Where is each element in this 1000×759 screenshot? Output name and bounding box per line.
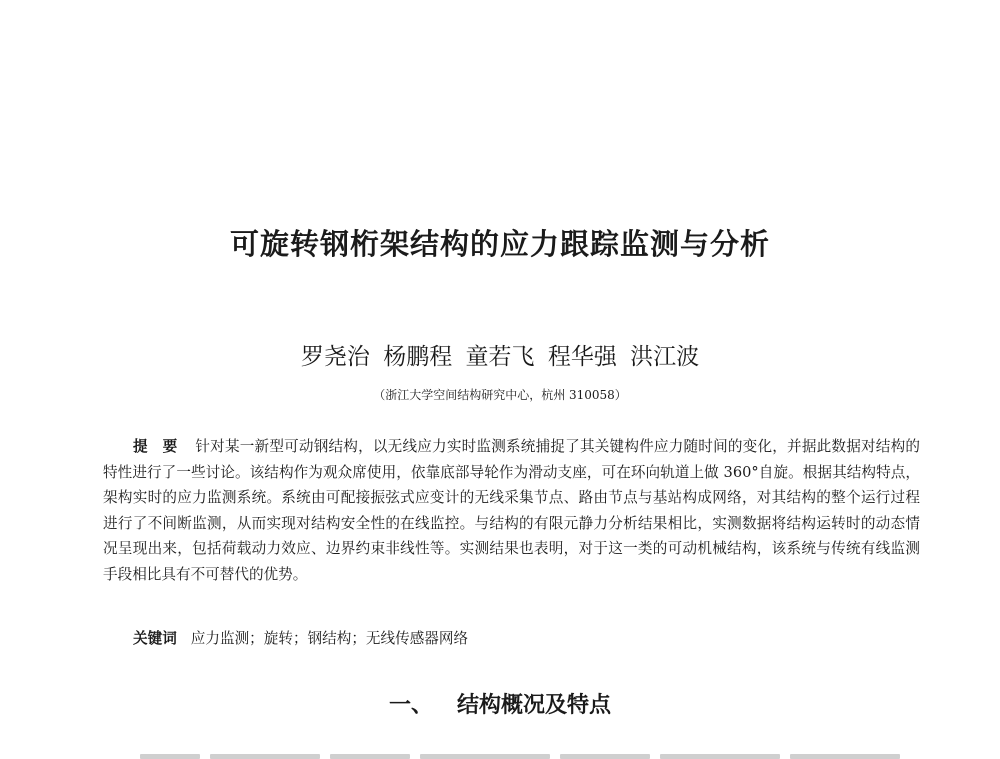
author-name: 洪江波 [630,344,700,370]
author-name: 程华强 [547,344,617,370]
keywords-label: 关键词 [133,630,177,647]
abstract-block [103,434,920,588]
author-name: 杨鹏程 [383,344,453,370]
author-affiliation: （浙江大学空间结构研究中心，杭州 310058） [373,388,627,402]
paper-title: 可旋转钢桁架结构的应力跟踪监测与分析 [229,227,770,261]
abstract-label: 提 要 [133,438,178,455]
keywords-block [133,627,468,648]
author-name: 童若飞 [465,344,535,370]
author-name: 罗尧治 [300,344,370,370]
section-heading [0,688,1000,719]
section-number: 一、 [388,693,433,718]
author-list [0,338,1000,371]
keywords-text: 应力监测；旋转；钢结构；无线传感器网络 [190,630,469,647]
abstract-text: 针对某一新型可动钢结构，以无线应力实时监测系统捕捉了其关键构件应力随时间的变化，并据此数据对结构的特性进行了一些讨论。该结构作为观众席使用，依靠底部导轮作为滑动支座，可在环向轨道上做 360°自旋。根据其结构特点，架构实时的应力监测系统。系统由可配接振弦式应变计的无线采集节点、路由节点与基站构成网络，对其结构的整个运行过程进行了不间断监测，从而实现对结构安全性的在线监控。与结构的有限元静力分析结果相比，实测数据将结构运转时的动态情况呈现出来，包括荷载动力效应、边界约束非线性等。实测结果也表明，对于这一类的可动机械结构，该系统与传统有线监测手段相比具有不可替代的优势。 [103,438,920,583]
cut-off-text-line [140,750,910,759]
section-title: 结构概况及特点 [457,693,612,718]
